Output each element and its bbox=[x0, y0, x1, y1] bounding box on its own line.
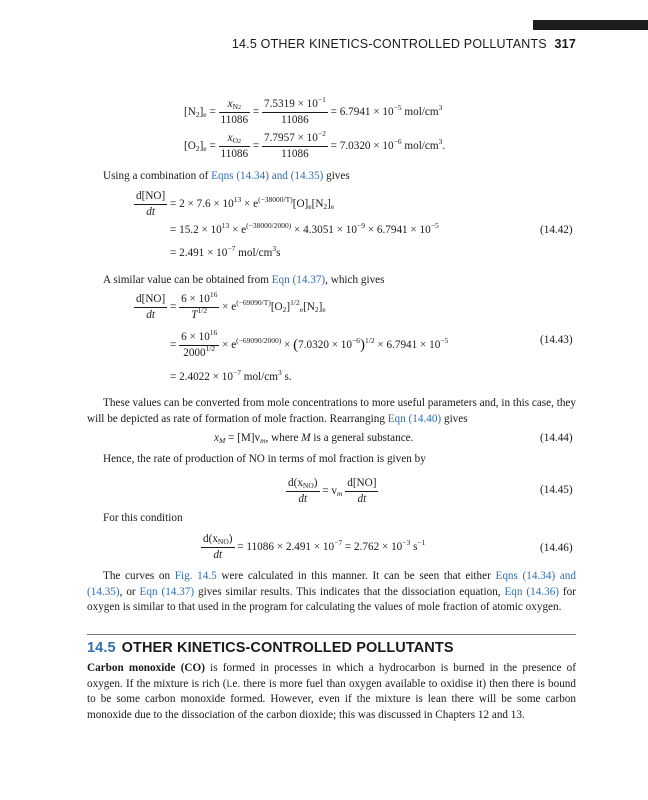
eq1443-tail: × 6.7941 × 10 bbox=[374, 339, 441, 352]
eq1443-o2-exp: 1/2 bbox=[290, 298, 300, 308]
eq1444-rest: , where bbox=[265, 432, 302, 444]
text2-before: A similar value can be obtained from bbox=[103, 274, 272, 286]
para3-after: gives bbox=[441, 412, 468, 425]
text-similar-value bbox=[103, 273, 592, 289]
eq1442-line3-exp: −7 bbox=[227, 244, 236, 253]
text1-before: Using a combination of bbox=[103, 170, 212, 182]
running-head bbox=[0, 37, 576, 51]
eq-n2-result-exp: −5 bbox=[393, 103, 402, 113]
para6-t1: The curves on bbox=[103, 570, 175, 582]
eq-o2-frac2 bbox=[262, 129, 328, 161]
eq-n2-unit-exp: 3 bbox=[438, 103, 443, 113]
eq-o2-den2: 11086 bbox=[281, 148, 309, 160]
equation-14-42-line3 bbox=[170, 244, 281, 259]
eq1443-n2: [N bbox=[303, 301, 315, 314]
para6-t2: were calculated in this manner. It can be seen that either bbox=[216, 570, 496, 582]
eq1444-rest2: is a general substance. bbox=[310, 432, 414, 444]
eq1443-exp-b-e: (−69090/2000) bbox=[236, 336, 282, 346]
eq1443-o2-close: ] bbox=[286, 301, 291, 314]
running-head-title: 14.5 OTHER KINETICS-CONTROLLED POLLUTANTS bbox=[231, 37, 547, 51]
equation-14-45 bbox=[286, 477, 378, 506]
eq1444-x: x bbox=[214, 432, 219, 444]
para6-t5: for oxygen is similar to that used in the program for calculating the values of mole fraction of atomic oxygen. bbox=[87, 585, 576, 614]
term-carbon-monoxide: Carbon monoxide (CO) bbox=[87, 662, 205, 674]
eq1442-line1-exp: 13 bbox=[233, 195, 242, 205]
eq1442-line1-c: [O] bbox=[292, 198, 309, 211]
para6-t3: , or bbox=[119, 585, 140, 598]
eq-n2-num1-sub: N bbox=[232, 102, 239, 111]
para3-before: These values can be converted from mole concentrations to more useful parameters and, in this case, they will be depicted as rate of formation of mole fraction. Rearranging bbox=[87, 397, 576, 425]
equation-14-43-line3 bbox=[170, 368, 292, 383]
eq1443-line3-s: s. bbox=[281, 371, 292, 383]
eq1445-lhs-den: dt bbox=[298, 493, 308, 505]
eq-n2-num1-subsub: 2 bbox=[238, 105, 242, 111]
eq-o2-unit: mol/cm bbox=[401, 140, 439, 153]
eq-n2-num1: x bbox=[227, 98, 233, 110]
section-title: OTHER KINETICS-CONTROLLED POLLUTANTS bbox=[121, 640, 454, 656]
eq1442-line1: = 2 × 7.6 × 10 bbox=[170, 198, 234, 211]
header-bar bbox=[533, 20, 648, 30]
eq1445-eq: = v bbox=[322, 485, 337, 498]
text2-after: , which gives bbox=[325, 274, 385, 286]
eq1443-lhs-frac bbox=[134, 293, 167, 322]
link-eqn-14-40[interactable]: Eqn (14.40) bbox=[387, 412, 442, 425]
equation-14-46 bbox=[201, 533, 425, 562]
eq1443-n2-close: ] bbox=[318, 301, 323, 314]
eq1443-exp-a-e: (−69090/T) bbox=[236, 298, 271, 308]
eq-o2-num2: 7.7957 × 10 bbox=[264, 132, 318, 144]
eq1443-mid: × bbox=[281, 339, 294, 352]
link-eqn-14-37-b[interactable]: Eqn (14.37) bbox=[139, 585, 195, 598]
equation-14-44 bbox=[214, 432, 413, 444]
paragraph-mole-fraction bbox=[87, 396, 576, 427]
eq1443-o2-sub: 2 bbox=[282, 305, 287, 315]
eq1445-rhs-den: dt bbox=[357, 493, 367, 505]
equation-14-43-line1: $\frac{d[NO]}{dt}$ = $\frac{6 \times 10^{16}}{T^{1/2}}$ × $e^{(-69090/T)}[O_2]^{1/2}_e[N_2]_e$ bbox=[136, 290, 326, 321]
equation-number-14-45: (14.45) bbox=[540, 484, 573, 496]
eq1443-lhs-num: d[NO] bbox=[134, 293, 167, 308]
eq-o2-lhs-close: ] bbox=[199, 140, 204, 153]
eq1443-tail-exp: −5 bbox=[440, 336, 449, 346]
eq1446-rhs-b-exp: −3 bbox=[402, 538, 411, 548]
eq1446-rhs: = 11086 × 2.491 × 10 bbox=[237, 541, 335, 554]
link-fig-14-5[interactable]: Fig. 14.5 bbox=[174, 570, 217, 582]
eq1442-line1-c-sub: e bbox=[308, 202, 312, 212]
eq1443-lhs-den: dt bbox=[146, 309, 155, 321]
eq1445-eq-sub: m bbox=[337, 489, 343, 499]
equation-14-42-line2 bbox=[170, 221, 439, 236]
eq-o2-frac1 bbox=[219, 132, 251, 161]
eq-o2-lhs: [O bbox=[184, 140, 196, 153]
eq-n2-den1: 11086 bbox=[220, 114, 249, 126]
eq-o2-lhs-e: e bbox=[203, 144, 207, 154]
equation-14-43-line2: = $\frac{6 \times 10^{16}}{2000^{1/2}}$ × $e^{(-69090/2000)} \times (7.0320 \times 10^{-6})^{1/2} \times 6.7941 \times 10^{-5}$ bbox=[170, 328, 449, 359]
eq1442-lhs-frac bbox=[134, 190, 167, 219]
equation-o2: $[O_2]_e$ = $\frac{x_{O2}}{11086}$ = $\frac{7.7957 \times 10^{-2}}{11086}$ = $7.0320 \times 10^{-6}$ mol/$cm^3$. bbox=[184, 129, 446, 160]
section-heading bbox=[87, 640, 454, 656]
eq1446-lhs-num-sub: NO bbox=[217, 537, 229, 546]
text-using-combination bbox=[103, 169, 592, 185]
equation-number-14-46: (14.46) bbox=[540, 542, 573, 554]
eq1446-rhs-c: s bbox=[410, 541, 418, 554]
equation-14-42-line1 bbox=[134, 190, 334, 219]
eq1443-exp-a: × e bbox=[222, 301, 237, 314]
text1-after: gives bbox=[323, 170, 350, 182]
eq1443-f1-num: 6 × 10 bbox=[181, 293, 210, 305]
eq1442-line3-unit: mol/cm bbox=[235, 247, 273, 259]
equation-n2: $[N_2]_e$ = $\frac{x_{N2}}{11086}$ = $\frac{7.5319 \times 10^{-1}}{11086}$ = $6.7941 \times 10^{-5}$ mol/$cm^3$ bbox=[184, 95, 443, 126]
eq-o2-unit-exp: 3 bbox=[438, 137, 443, 147]
eq-n2-frac2 bbox=[262, 95, 328, 127]
eq1442-line2-e: (−38000/2000) bbox=[246, 221, 292, 230]
eq1443-frac1 bbox=[179, 290, 219, 322]
eq1443-f1-den: T bbox=[191, 309, 198, 321]
eq1445-rhs-num: d[NO] bbox=[345, 477, 378, 492]
eq1443-frac2 bbox=[179, 328, 219, 360]
eq-n2-lhs-close: ] bbox=[199, 106, 204, 119]
eq1443-line3-exp: −7 bbox=[232, 368, 241, 377]
eq1442-line1-d-close: ] bbox=[327, 198, 331, 211]
paragraph-carbon-monoxide bbox=[87, 661, 576, 723]
eq1442-line1-d: [N bbox=[311, 198, 324, 211]
eq1443-paren-val: 7.0320 × 10 bbox=[298, 339, 352, 352]
page-number: 317 bbox=[554, 37, 576, 51]
eq1442-line1-d-e: e bbox=[330, 202, 335, 212]
eq1445-rhs-frac bbox=[345, 477, 378, 506]
eq1445-lhs-num-b: ) bbox=[313, 477, 318, 489]
eq-o2-num1-subsub: 2 bbox=[238, 139, 242, 145]
eq-o2-end: . bbox=[442, 140, 446, 153]
eq1446-lhs-num-a: d(x bbox=[203, 533, 218, 545]
eq1444-x-sub: M bbox=[218, 436, 226, 445]
section-number: 14.5 bbox=[87, 640, 116, 656]
eq1444-m: M bbox=[301, 432, 311, 444]
eq1443-f1-den-exp: 1/2 bbox=[197, 306, 208, 315]
eq1442-line2-d: × 6.7941 × 10 bbox=[364, 224, 431, 236]
eq1443-f2-num: 6 × 10 bbox=[181, 331, 210, 343]
eq1445-lhs-num-a: d(x bbox=[288, 477, 303, 489]
eq-n2-num2-exp: −1 bbox=[317, 95, 326, 104]
eq1443-f2-den: 2000 bbox=[183, 347, 206, 359]
para6-t4: gives similar results. This indicates that the dissociation equation, bbox=[194, 585, 505, 598]
eq1443-f1-num-exp: 16 bbox=[209, 290, 218, 299]
eq1442-lhs-den: dt bbox=[146, 206, 155, 218]
eq1446-rhs-b: = 2.762 × 10 bbox=[342, 541, 403, 554]
eq1443-paren-exp: 1/2 bbox=[364, 336, 375, 346]
eq1446-rhs-exp: −7 bbox=[334, 538, 343, 548]
eq-o2-lhs-sub: 2 bbox=[195, 144, 200, 154]
eq1442-line2: = 15.2 × 10 bbox=[170, 224, 222, 236]
eq1442-line3-unit-exp: 3 bbox=[272, 244, 277, 253]
eq1444-rhs-sub: m bbox=[260, 436, 266, 445]
eq-n2-lhs-e: e bbox=[203, 110, 207, 120]
eq-o2-result-exp: −6 bbox=[393, 137, 402, 147]
eq1446-lhs-frac bbox=[201, 533, 235, 562]
eq1443-f2-num-exp: 16 bbox=[209, 328, 218, 337]
eq-n2-num2: 7.5319 × 10 bbox=[264, 98, 318, 110]
eq-n2-den2: 11086 bbox=[281, 114, 309, 126]
eq1445-lhs-frac bbox=[286, 477, 320, 506]
eq-o2-result: = 7.0320 × 10 bbox=[330, 140, 394, 153]
eq1442-line1-d-sub: 2 bbox=[323, 202, 328, 212]
paragraph-curves bbox=[87, 569, 576, 616]
eq1444-rhs: = [M]v bbox=[225, 432, 261, 444]
link-eqn-14-36[interactable]: Eqn (14.36) bbox=[504, 585, 560, 598]
eq1443-line3-unit: mol/cm bbox=[240, 371, 278, 383]
eq1445-lhs-num-sub: NO bbox=[302, 481, 314, 490]
equation-number-14-44: (14.44) bbox=[540, 432, 573, 444]
eq-o2-num1: x bbox=[227, 132, 233, 144]
eq-o2-den1: 11086 bbox=[220, 148, 249, 160]
equation-number-14-42: (14.42) bbox=[540, 224, 573, 236]
eq1443-line3-unit-exp: 3 bbox=[277, 368, 282, 377]
eq1442-line2-b: × e bbox=[229, 224, 247, 236]
eq1442-line1-b: × e bbox=[241, 198, 259, 211]
eq1443-o2-e: e bbox=[299, 305, 304, 315]
eq1442-line1-e: (−38000/T) bbox=[258, 195, 293, 205]
eq-o2-num2-exp: −2 bbox=[317, 129, 326, 138]
eq1442-line2-c-exp: −9 bbox=[356, 221, 365, 230]
para7-text: is formed in processes in which a hydrocarbon is burned in the presence of oxygen. If the mixture is rich (i.e. there is more fuel than oxygen available to oxidise it) then there is bound to be some carbon monoxide formed. However, even if the mixture is lean there will be some carbon monoxide due to the dissociation of the carbon dioxide; this was discussed in Chapters 12 and 13. bbox=[87, 662, 577, 721]
eq1442-line2-exp: 13 bbox=[221, 221, 230, 230]
eq1442-lhs-num: d[NO] bbox=[134, 190, 167, 205]
link-eqns-14-34-35-b[interactable]: Eqns (14.34) and (14.35) bbox=[87, 570, 576, 598]
section-divider bbox=[87, 634, 576, 635]
eq1442-line3-s: s bbox=[276, 247, 281, 259]
eq1442-line3: = 2.491 × 10 bbox=[170, 247, 228, 259]
eq-n2-lhs: [N bbox=[184, 106, 196, 119]
link-eqns-14-34-35[interactable]: Eqns (14.34) and (14.35) bbox=[211, 170, 324, 182]
eq1443-f2-den-exp: 1/2 bbox=[205, 344, 216, 353]
eq1443-n2-sub: 2 bbox=[314, 305, 319, 315]
eq1442-line2-c: × 4.3051 × 10 bbox=[291, 224, 357, 236]
eq-n2-result: = 6.7941 × 10 bbox=[330, 106, 394, 119]
eq-n2-frac1 bbox=[219, 98, 251, 127]
eq1443-paren-val-exp: −6 bbox=[352, 336, 360, 346]
link-eqn-14-37[interactable]: Eqn (14.37) bbox=[271, 274, 326, 286]
eq1446-rhs-c-exp: −1 bbox=[417, 538, 426, 548]
text-for-this-condition: For this condition bbox=[103, 512, 183, 524]
eq-n2-lhs-sub: 2 bbox=[195, 110, 200, 120]
eq1443-exp-b: × e bbox=[222, 339, 237, 352]
text-hence-rate: Hence, the rate of production of NO in terms of mol fraction is given by bbox=[103, 453, 426, 465]
eq1443-n2-e: e bbox=[322, 305, 326, 315]
eq-o2-num1-sub: O bbox=[232, 136, 239, 145]
eq1442-line2-d-exp: −5 bbox=[430, 221, 439, 230]
eq1443-o2: [O bbox=[270, 301, 283, 314]
eq1446-lhs-num-b: ) bbox=[228, 533, 233, 545]
eq1446-lhs-den: dt bbox=[213, 549, 223, 561]
eq-n2-unit: mol/cm bbox=[401, 106, 439, 119]
eq1443-line3: = 2.4022 × 10 bbox=[170, 371, 233, 383]
equation-number-14-43: (14.43) bbox=[540, 334, 573, 346]
